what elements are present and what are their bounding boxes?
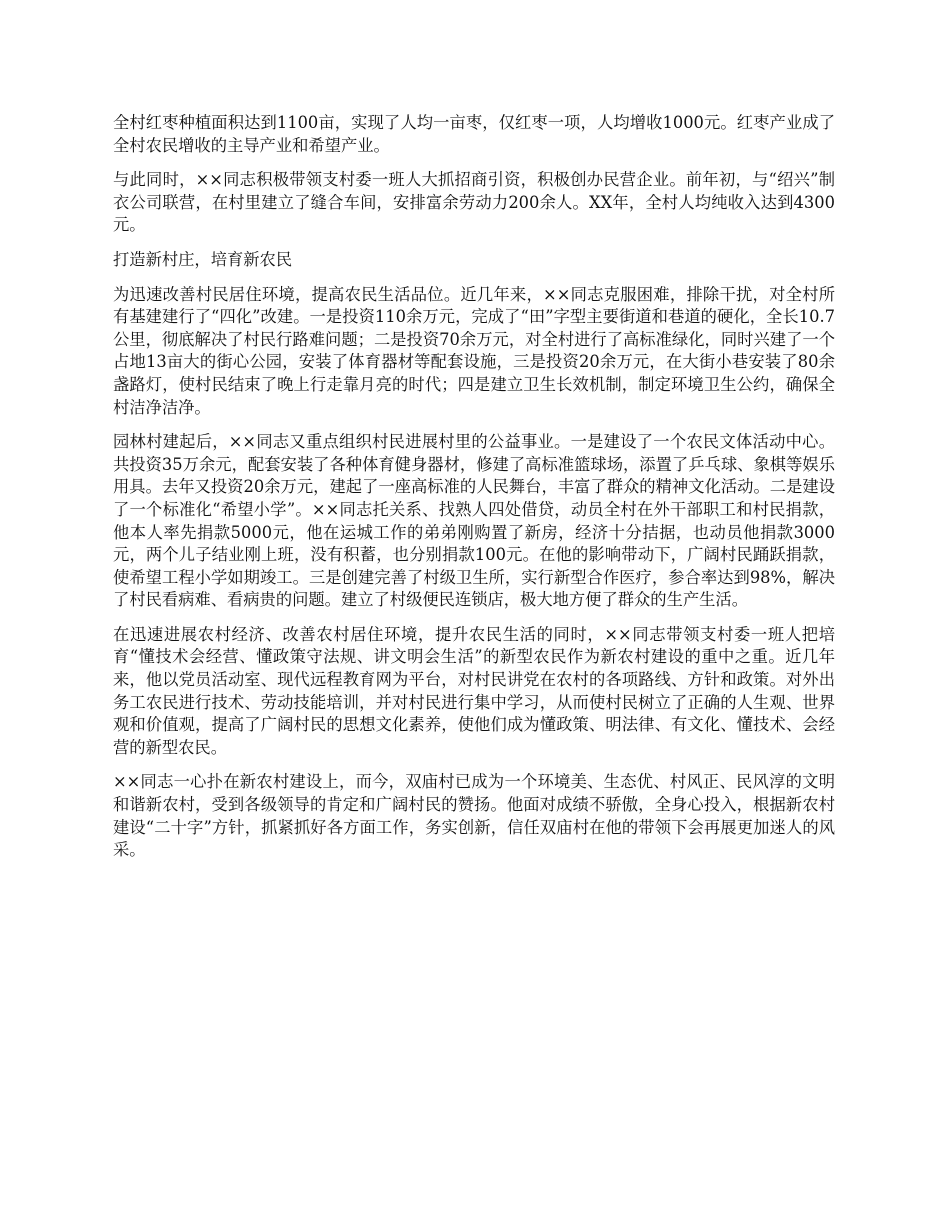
paragraph-investment: 与此同时，××同志积极带领支村委一班人大抓招商引资，积极创办民营企业。前年初，与“绍兴”制衣公司联营，在村里建立了缝合车间，安排富余劳动力200余人。XX年，全村人均纯收入达到4300元。	[113, 170, 835, 235]
paragraph-living-environment: 为迅速改善村民居住环境，提高农民生活品位。近几年来，××同志克服困难，排除干扰，对全村所有基建建行了“四化”改建。一是投资110余万元，完成了“田”字型主要街道和巷道的硬化，全长10.7公里，彻底解决了村民行路难问题；二是投资70余万元，对全村进行了高标准绿化，同时兴建了一个占地13亩大的街心公园，安装了体育器材等配套设施，三是投资20余万元，在大街小巷安装了80余盏路灯，使村民结束了晚上行走靠月亮的时代；四是建立卫生长效机制，制定环境卫生公约，确保全村洁净洁净。	[113, 284, 835, 417]
paragraph-new-farmers: 在迅速进展农村经济、改善农村居住环境，提升农民生活的同时，××同志带领支村委一班人把培育“懂技术会经营、懂政策守法规、讲文明会生活”的新型农民作为新农村建设的重中之重。近几年来，他以党员活动室、现代远程教育网为平台，对村民讲党在农村的各项路线、方针和政策。对外出务工农民进行技术、劳动技能培训，并对村民进行集中学习，从而使村民树立了正确的人生观、世界观和价值观，提高了广阔村民的思想文化素养，使他们成为懂政策、明法律、有文化、懂技术、会经营的新型农民。	[113, 624, 835, 757]
paragraph-conclusion: ××同志一心扑在新农村建设上，而今，双庙村已成为一个环境美、生态优、村风正、民风淳的文明和谐新农村，受到各级领导的肯定和广阔村民的赞扬。他面对成绩不骄傲，全身心投入，根据新农村建设“二十字”方针，抓紧抓好各方面工作，务实创新，信任双庙村在他的带领下会再展更加迷人的风采。	[113, 772, 835, 860]
paragraph-public-welfare: 园林村建起后，××同志又重点组织村民进展村里的公益事业。一是建设了一个农民文体活动中心。共投资35万余元，配套安装了各种体育健身器材，修建了高标准篮球场，添置了乒乓球、象棋等娱乐用具。去年又投资20余万元，建起了一座高标准的人民舞台，丰富了群众的精神文化活动。二是建设了一个标准化“希望小学”。××同志托关系、找熟人四处借贷，动员全村在外干部职工和村民捐款，他本人率先捐款5000元，他在运城工作的弟弟刚购置了新房，经济十分拮据，也动员他捐款3000元，两个儿子结业刚上班，没有积蓄，也分别捐款100元。在他的影响带动下，广阔村民踊跃捐款，使希望工程小学如期竣工。三是创建完善了村级卫生所，实行新型合作医疗，参合率达到98%，解决了村民看病难、看病贵的问题。建立了村级便民连锁店，极大地方便了群众的生产生活。	[113, 432, 835, 610]
paragraph-jujube-industry: 全村红枣种植面积达到1100亩，实现了人均一亩枣，仅红枣一项，人均增收1000元。红枣产业成了全村农民增收的主导产业和希望产业。	[113, 113, 835, 155]
document-body	[113, 112, 835, 874]
section-heading: 打造新村庄，培育新农民	[113, 249, 293, 269]
